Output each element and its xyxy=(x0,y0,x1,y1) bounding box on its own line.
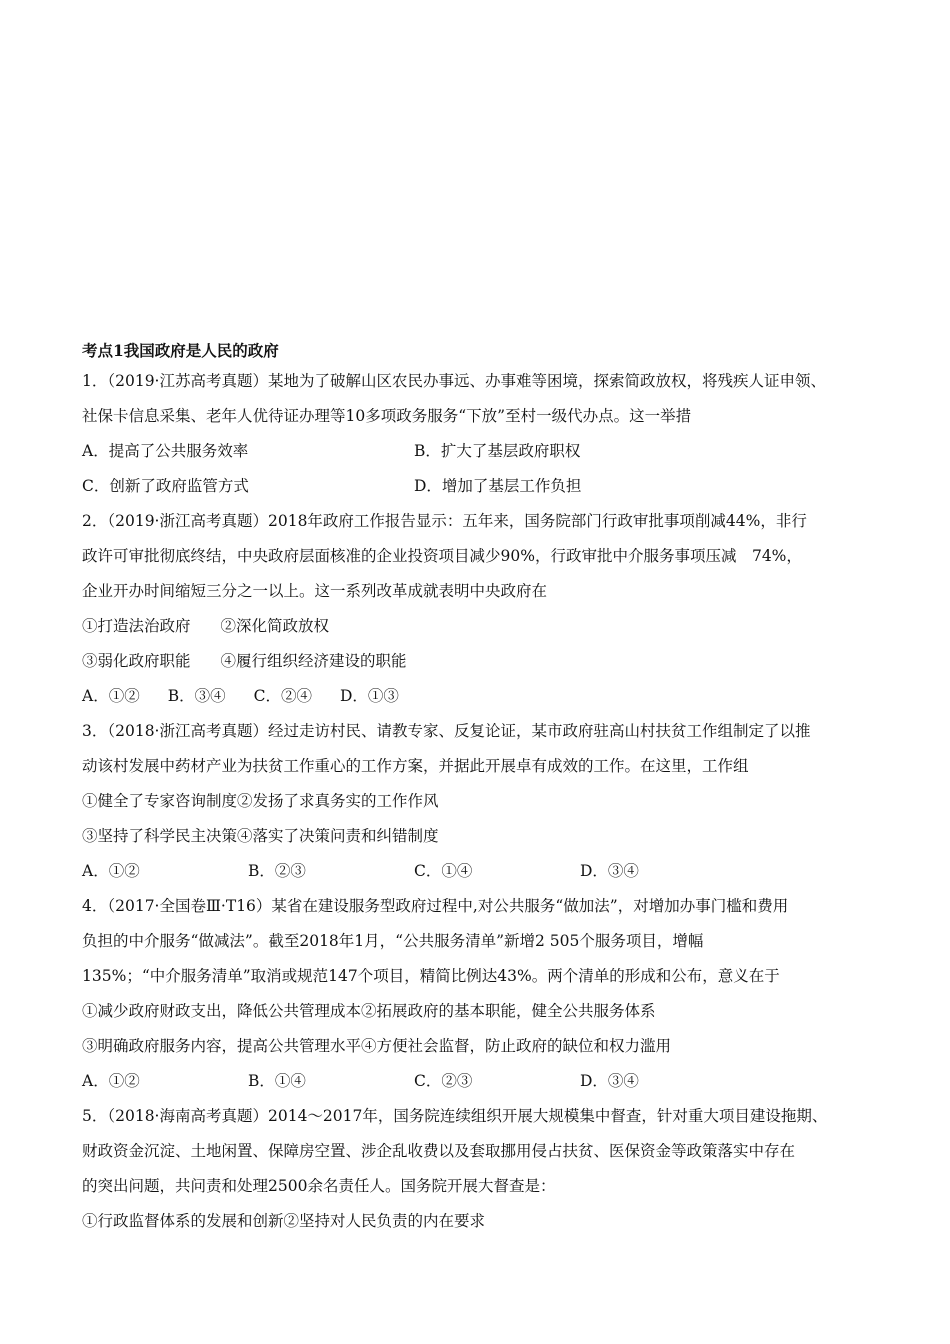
statement-4: ④履行组织经济建设的职能 xyxy=(220,652,407,670)
statement-2: ②深化简政放权 xyxy=(220,617,330,635)
question-text-line: 4．（2017·全国卷Ⅲ·T16）某省在建设服务型政府过程中,对公共服务“做加法”，对增加办事门槛和费用 xyxy=(82,897,789,915)
option-row xyxy=(82,434,882,469)
question-1 xyxy=(82,364,882,504)
statement-row: ③坚持了科学民主决策④落实了决策问责和纠错制度 xyxy=(82,827,439,845)
question-content xyxy=(82,340,882,1239)
statement-row: ①行政监督体系的发展和创新②坚持对人民负责的内在要求 xyxy=(82,1212,486,1230)
question-text-line: 的突出问题，共问责和处理2500余名责任人。国务院开展大督查是： xyxy=(82,1177,556,1195)
question-text-line: 企业开办时间缩短三分之一以上。这一系列改革成就表明中央政府在 xyxy=(82,582,548,600)
option-c: C．创新了政府监管方式 xyxy=(82,477,249,495)
option-a: A．①② xyxy=(82,862,140,880)
option-a: A．①② xyxy=(82,1072,140,1090)
question-5 xyxy=(82,1099,882,1239)
option-row xyxy=(82,1064,882,1099)
option-row xyxy=(82,469,882,504)
question-text-line: 政许可审批彻底终结，中央政府层面核准的企业投资项目减少90%，行政审批中介服务事项压减 74%， xyxy=(82,547,802,565)
section-title: 考点1我国政府是人民的政府 xyxy=(82,341,279,360)
question-text-line: 3．（2018·浙江高考真题）经过走访村民、请教专家、反复论证，某市政府驻高山村扶贫工作组制定了以推 xyxy=(82,722,811,740)
option-c: C．①④ xyxy=(414,862,473,880)
option-c: C．②④ xyxy=(253,687,312,705)
option-b: B．②③ xyxy=(248,862,306,880)
option-d: D．③④ xyxy=(580,862,639,880)
option-a: A．①② xyxy=(82,687,140,705)
statement-row: ①减少政府财政支出，降低公共管理成本②拓展政府的基本职能，健全公共服务体系 xyxy=(82,1002,656,1020)
statement-row: ①健全了专家咨询制度②发扬了求真务实的工作作风 xyxy=(82,792,439,810)
question-text-line: 动该村发展中药材产业为扶贫工作重心的工作方案，并据此开展卓有成效的工作。在这里，工作组 xyxy=(82,757,749,775)
option-d: D．①③ xyxy=(339,687,399,705)
option-b: B．扩大了基层政府职权 xyxy=(414,442,581,460)
statement-row xyxy=(82,644,882,679)
option-d: D．增加了基层工作负担 xyxy=(414,477,582,495)
question-text-line: 负担的中介服务“做减法”。截至2018年1月，“公共服务清单”新增2 505个服务项目，增幅 xyxy=(82,932,704,950)
question-text-line: 135%；“中介服务清单”取消或规范147个项目，精简比例达43%。两个清单的形成和公布，意义在于 xyxy=(82,967,780,985)
question-4 xyxy=(82,889,882,1099)
option-row xyxy=(82,679,882,714)
statement-3: ③弱化政府职能 xyxy=(82,652,191,670)
question-text-line: 财政资金沉淀、土地闲置、保障房空置、涉企乱收费以及套取挪用侵占扶贫、医保资金等政策落实中存在 xyxy=(82,1142,796,1160)
option-c: C．②③ xyxy=(414,1072,473,1090)
option-d: D．③④ xyxy=(580,1072,639,1090)
option-row xyxy=(82,854,882,889)
option-b: B．③④ xyxy=(167,687,226,705)
statement-row xyxy=(82,609,882,644)
question-2 xyxy=(82,504,882,714)
question-3 xyxy=(82,714,882,889)
option-b: B．①④ xyxy=(248,1072,306,1090)
option-a: A．提高了公共服务效率 xyxy=(82,442,249,460)
statement-1: ①打造法治政府 xyxy=(82,617,191,635)
question-text-line: 社保卡信息采集、老年人优待证办理等10多项政务服务“下放”至村一级代办点。这一举措 xyxy=(82,407,692,425)
question-text-line: 2．（2019·浙江高考真题）2018年政府工作报告显示：五年来，国务院部门行政审批事项削减44%，非行 xyxy=(82,512,807,530)
question-text-line: 5．（2018·海南高考真题）2014～2017年，国务院连续组织开展大规模集中督查，针对重大项目建设拖期、 xyxy=(82,1107,828,1125)
question-text-line: 1．（2019·江苏高考真题）某地为了破解山区农民办事远、办事难等困境，探索简政放权，将残疾人证申领、 xyxy=(82,372,826,390)
statement-row: ③明确政府服务内容，提高公共管理水平④方便社会监督，防止政府的缺位和权力滥用 xyxy=(82,1037,672,1055)
